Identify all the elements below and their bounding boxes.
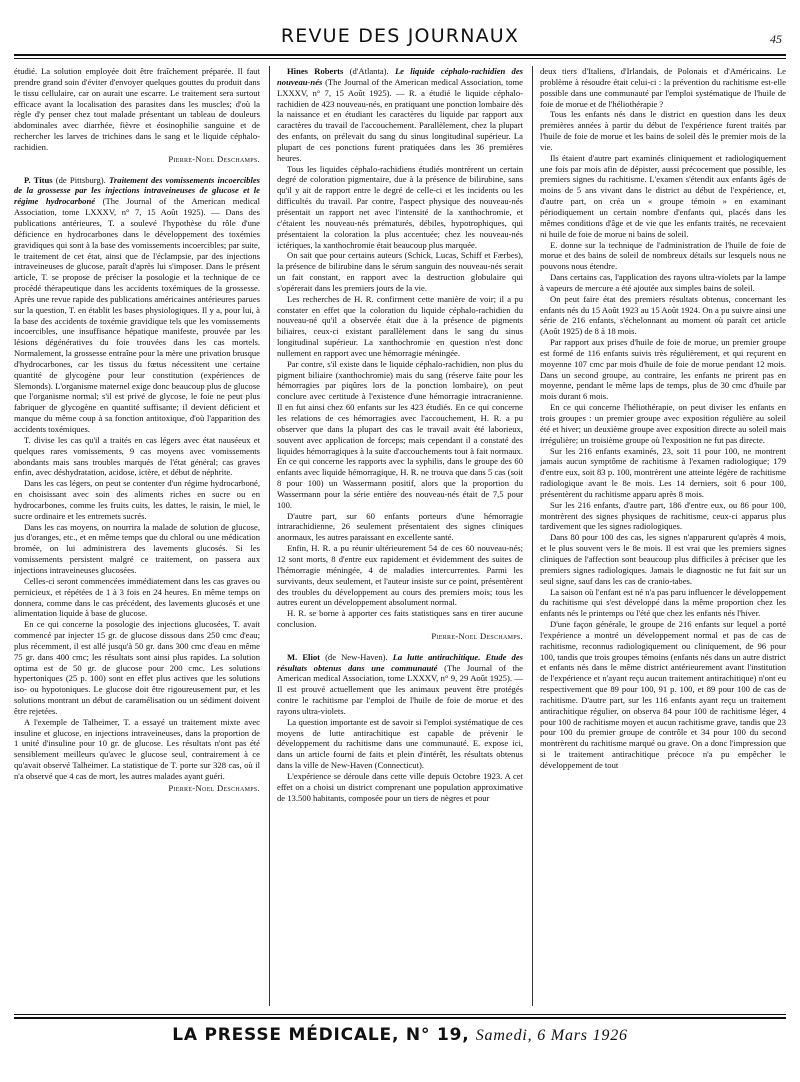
paragraph: Sur les 216 enfants examinés, 23, soit 11 pour 100, ne montrent jamais aucun symptôme de rachitisme à l'examen radiologique; 179 d'entre eux, soit 83 p. 100, montrèrent une atteinte légère de rachitisme radiologique avant le 8e mois. Les 14 derniers, soit 6 pour 100, présentèrent du rachitisme apparu après 8 mois. — [540, 445, 786, 499]
paragraph: Les recherches de H. R. confirment cette manière de voir; il a pu constater en effet que la coloration du liquide céphalo-rachidien du nouveau-né qu'il a observée était due à la présence de pigments biliaires, ceux-ci existant parallèlement dans le sang du sinus longitudinal supérieur. La xanthochromie en question n'est donc nullement en rapport avec une hémorragie méningée. — [277, 293, 523, 358]
paragraph: En ce qui concerne la posologie des injections glucosées, T. avait commencé par injecter 15 gr. de glucose dissous dans 250 cmc d'eau; plus récemment, il est allé jusqu'à 50 gr. dans 300 cmc d'eau en même 75 gr. dans 400 cmc; les résultats sont ainsi plus rapides. La solution optima est de 50 gr. de glucose pour 200 cmc. Les solutions hypertoniques (25 p. 100) sont en effet plus actives que les solutions iso- ou hypotoniques. Le glucose doit être rigoureusement pur, et les solutions montrant un début de caramélisation ou un sédiment doivent être rejetées. — [14, 619, 260, 716]
article-roberts — [277, 66, 523, 642]
article-heading — [14, 175, 260, 435]
paragraph: A l'exemple de Talheimer, T. a essayé un traitement mixte avec insuline et glucose, en injections intraveineuses, dans la proportion de 1 unité d'insuline pour 10 gr. de glucose. Les résultats n'ont pas été sensiblement meilleurs qu'avec le glucose seul, contrairement à ce qu'avait observé Talheimer. La statistique de T. porte sur 328 cas, où il n'a observé que 4 cas de mort, les autres malades ayant guéri. — [14, 716, 260, 781]
article-author: Hines Roberts — [287, 66, 344, 76]
paragraph: On peut faire état des premiers résultats obtenus, concernant les enfants nés du 15 Août 1923 au 15 Août 1924. On a pu suivre ainsi une série de 216 enfants, s'échelonnant au moment où paraît cet article (Août 1925) de 8 à 18 mois. — [540, 293, 786, 337]
article-eliot — [277, 652, 523, 804]
issue-date: Samedi, 6 Mars 1926 — [475, 1027, 628, 1044]
paragraph: E. donne sur la technique de l'administration de l'huile de foie de morue et des bains de soleil de nombreux détails sur lesquels nous ne pouvons nous étendre. — [540, 239, 786, 272]
paragraph: Par contre, s'il existe dans le liquide céphalo-rachidien, non plus du pigment biliaire (xanthochromie) mais du sang (réserve faite pour les hémorragies par piqûres lors de la ponction lombaire), on peut conclure avec certitude à l'existence d'une hémorragie intracranienne. Il en fut ainsi chez 60 enfants sur les 423 étudiés. En ce qui concerne les relations de ces hémorragies avec l'accouchement, H. R. a pu observer que dans la plupart des cas le travail avait été laborieux, souvent avec application de forceps; mais cependant il a constaté des liquides hémorragiques à la suite d'accouchements tout à fait normaux. En ce qui concerne les rapports avec la syphilis, dans le groupe des 60 enfants avec liquide hémorragique, H. R. ne trouva que dans 5 cas (soit 8 pour 100) un Wassermann positif, alors que la proportion du Wassermann pour la série entière des nouveau-nés était de 7,5 pour 100. — [277, 358, 523, 510]
signature: Pierre-Noel Deschamps. — [168, 782, 260, 793]
paragraph: Par rapport aux prises d'huile de foie de morue, un premier groupe est formé de 116 enfants suivis très régulièrement, et qui reçurent en moyenne 107 cmc par mois d'huile de foie de morue pendant 12 mois. Dans un second groupe, au contraire, les enfants ne prirent pas en moyenne, pendant le même laps de temps, plus de 30 cmc d'huile par mois durant 6 mois. — [540, 337, 786, 402]
article-title: Le liquide céphalo-rachidien des nouveau-nés — [277, 66, 523, 87]
paragraph: Tous les enfants nés dans le district en question dans les deux premières années à partir du début de l'expérience furent traités par l'huile de foie de morue et les bains de soleil dès le premier mois de la vie. — [540, 109, 786, 152]
continued-article — [14, 66, 260, 165]
paragraph: Ils étaient d'autre part examinés cliniquement et radiologiquement une fois par mois afin de dépister, aussi précocement que possible, les premiers signes du rachitisme. L'examen s'étendit aux enfants âgés de moins de 5 ans vivant dans le district au début de l'expérience, et, d'autre part, on créa un « groupe témoin » en examinant périodiquement un certain nombre d'enfants qui, placés dans les mêmes conditions d'âge et de vie que les enfants traités, ne recevaient ni huile de foie de morue ni bains de soleil. — [540, 152, 786, 239]
article-author-place: (de Pittsburg). — [55, 174, 106, 185]
paragraph: deux tiers d'Italiens, d'Irlandais, de Polonais et d'Américains. Le problème à résoudre était celui-ci : la prévention du rachitisme est-elle possible dans une communauté par l'emploi systématique de l'huile de foie de morue et de l'héliothérapie ? — [540, 66, 786, 109]
column-3 — [540, 66, 786, 1006]
article-author: P. Titus — [24, 174, 53, 185]
paragraph: L'expérience se déroule dans cette ville depuis Octobre 1923. A cet effet on a choisi un district comprenant une population approximative de 13.500 habitants, composée pour un tiers de nègres et pour — [277, 771, 523, 803]
journal-page — [14, 22, 786, 1062]
article-author: M. Eliot — [287, 651, 320, 662]
signature: Pierre-Noel Deschamps. — [168, 153, 260, 164]
paragraph: La saison où l'enfant est né n'a pas paru influencer le développement du rachitisme qui s'est développé dans la même proportion chez les enfants nés le printemps ou l'été que chez les enfants nés l'hiver. — [540, 586, 786, 619]
article-reference: (The Journal of the American medical Association, tome LXXXV, n° 7, 15 Août 1925). — [14, 196, 260, 218]
article-title: Traitement des vomissements incoercibles de la grossesse par les injections intraveineuses de glucose et le régime hydrocarboné — [14, 174, 260, 207]
page-number: 45 — [770, 32, 782, 46]
paragraph: La question importante est de savoir si l'emploi systématique de ces moyens de lutte antirachitique est capable de prévenir le développement du rachitisme dans une communauté. E. expose ici, dans un article fourni de faits et plein d'intérêt, les résultats obtenus dans la ville de New-Haven (Connecticut). — [277, 716, 523, 771]
paragraph: Enfin, H. R. a pu réunir ultérieurement 54 de ces 60 nouveau-nés; 12 sont morts, 8 d'entre eux rapidement et évidemment des suites de l'hémorragie méningée, 4 de maladies intercurrentes. Parmi les survivants, deux seulement, et l'auteur insiste sur ce point, présentèrent des troubles du développement au cours des premiers mois; tous les autres eurent un développement absolument normal. — [277, 543, 523, 608]
journal-section-title: REVUE DES JOURNAUX — [280, 25, 520, 47]
paragraph: Dans les cas légers, on peut se contenter d'un régime hydrocarboné, en choisissant avec soin des aliments riches en sucre ou en hydrocarbones, comme les fruits cuits, les dattes, le raisin, le miel, le sucre ordinaire et les entremets sucrés. — [14, 478, 260, 521]
article-heading — [277, 66, 523, 164]
page-header — [14, 22, 786, 56]
column-2 — [277, 66, 523, 1006]
paragraph: Sur les 216 enfants, d'autre part, 186 d'entre eux, ou 86 pour 100, montrèrent des signes physiques de rachitisme, ceux-ci apparus plus tardivement que les signes radiologiques. — [540, 499, 786, 532]
paragraph: D'autre part, sur 60 enfants porteurs d'une hémorragie intrarachidienne, 26 seulement présentaient des signes cliniques anormaux, les autres paraissant en excellente santé. — [277, 510, 523, 543]
paragraph: Celles-ci seront commencées immédiatement dans les cas graves ou pernicieux, et répétées de 1 à 3 fois en 24 heures. En même temps on donnera, comme dans le cas précédent, des lavements glucosés et une alimentation liquide à base de glucose. — [14, 575, 260, 619]
columns — [14, 66, 786, 1006]
paragraph: D'une façon générale, le groupe de 216 enfants sur lequel a porté l'expérience a montré un développement normal et pas de cas de rachitisme, reconnus radiologiquement ou cliniquement, de 96 pour 100, tandis que trois groupes témoins (enfants nés dans un autre district et enfants nés dans le même district antérieurement avant l'institution de l'expérience et n'ayant reçu aucun traitement antirachitique) n'ont eu respectivement que 89 pour 100, 91 p. 100, et 89 pour 100 de cas de rachitisme. D'autre part, sur les 116 enfants ayant reçu un traitement antirachitique régulier, on observa 84 pour 100 de rachitisme léger, 4 pour 100 de rachitisme moyen et aucun rachitisme grave, tandis que 23 pour 100 du premier groupe de contrôle et 34 pour 100 du second montrèrent du rachitisme marqué ou grave. On a donc l'impression que si le traitement antirachitique précoce n'a pu empêcher le développement de tout — [540, 619, 786, 770]
paragraph: T. divise les cas qu'il a traités en cas légers avec état nauséeux et quelques rares vomissements, 9 cas moyens avec vomissements abondants mais sans troubles marqués de l'état général; cas graves enfin, avec déshydratation, acidose, ictère, et début de néphrite. — [14, 434, 260, 478]
header-rule-thin — [14, 58, 786, 59]
article-heading — [277, 652, 523, 717]
footer-rule-thick — [14, 1017, 786, 1019]
paragraph: Dans les cas moyens, on nourrira la malade de solution de glucose, jus d'oranges, etc., et en même temps que du chloral ou une médication bromée, on lui administrera des lavements glucosés. Si les vomissements persistent malgré ce traitement, on passera aux injections intraveineuses glucosées. — [14, 521, 260, 575]
paragraph: Dans 80 pour 100 des cas, les signes n'apparurent qu'après 4 mois, et le plus souvent vers le 8e mois. Il est vrai que les premiers signes cliniques de l'affection sont beaucoup plus difficiles à préciser que les premiers signes radiologiques. Jamais le diagnostic ne fut fait sur un seul signe, sauf dans les cas de craniо-tabes. — [540, 532, 786, 586]
paragraph: Tous les liquides céphalo-rachidiens étudiés montrèrent un certain degré de coloration pigmentaire, due à la présence de bilirubine, sans qu'il y ait de rapport entre le degré de celle-ci et les incidents ou les difficultés du travail. Par contre, l'aspect physique des nouveau-nés présentait un rapport net avec l'intensité de la xanthochromie, et c'étaient les nouveau-nés prématurés, débiles, hypotrophiques, qui présentaient la coloration la plus accentuée; chez les nouveau-nés ictériques, la xanthochromie était beaucoup plus marquée. — [277, 163, 523, 250]
footer-rule — [14, 1014, 786, 1015]
signature: Pierre-Noel Deschamps. — [431, 630, 523, 641]
paragraph: En ce qui concerne l'héliothérapie, on peut diviser les enfants en trois groupes : un premier groupe avec exposition régulière au soleil été et hiver; un deuxième groupe avec exposition directe au soleil mais irrégulière; un troisième groupe où l'exposition ne fut pas directe. — [540, 402, 786, 445]
article-reference: (The Journal of the American medical Association, tome LXXXV, n° 9, 29 Août 1925). — [277, 662, 523, 684]
paragraph: On sait que pour certains auteurs (Schick, Lucas, Schiff et Færbes), la présence de bilirubine dans le sérum sanguin des nouveau-nés serait un fait constant, en rapport avec la destruction globulaire qui s'opérerait dans les premiers jours de la vie. — [277, 250, 523, 293]
article-reference: (The Journal of the American medical Association, tome LXXXV, n° 7, 15 Août 1925). — [277, 76, 523, 98]
page-footer — [14, 1025, 786, 1045]
article-title: La lutte antirachitique. Etude des résultats obtenus dans une communauté — [277, 651, 523, 673]
column-1 — [14, 66, 260, 1006]
paragraph: H. R. se borne à apporter ces faits statistiques sans en tirer aucune conclusion. — [277, 608, 523, 630]
article-author-place: (d'Atlanta). — [349, 66, 389, 76]
header-rule — [14, 54, 786, 56]
paragraph: — R. a étudié le liquide céphalo-rachidien de 423 nouveau-nés, en pratiquant une ponction lombaire dès la naissance et en étudiant les caractères du liquide par rapport aux caractères du travail de l'accouchement. Parallèlement, chez la plupart des enfants, on prélevait du sang du sinus longitudinal supérieur. La plupart de ces ponctions furent pratiquées dans les 36 premières heures. — [277, 87, 523, 163]
paragraph: Dans certains cas, l'application des rayons ultra-violets par la lampe à vapeurs de mercure a été ajoutée aux simples bains de soleil. — [540, 272, 786, 293]
article-author-place: (de New-Haven). — [325, 651, 388, 662]
paragraph: étudié. La solution employée doit être fraîchement préparée. Il faut prendre grand soin d'éviter d'envoyer quelques gouttes du produit dans le tissu cellulaire, car on aurait une escarre. Le traitement sera surtout efficace avant la localisation des parasites dans les muscles; d'où la règle d'y penser chez tout malade présentant un tableau de douleurs abdominales avec diarrhée, fièvre et éosinophilie sanguine et de rechercher les larves de trichines dans le sang et le liquide céphalo-rachidien. — [14, 66, 260, 152]
journal-issue: LA PRESSE MÉDICALE, N° 19, — [172, 1025, 470, 1045]
article-titus — [14, 175, 260, 794]
paragraph: — Dans des publications antérieures, T. a soulevé l'hypothèse du rôle d'une déficience en hydrocarbones dans le développement des toxémies gravidiques qui sont à la base des vomissements incoercibles; par suite, le traitement de cet état, ainsi que de l'éclampsie, par des injections intraveineuses de glucose, paraît d'après lui s'imposer. Dans le présent article, T. se propose de préciser la posologie et la technique de ce procédé thérapeutique dans les accidents toxémiques de la grossesse. Après une revue rapide des publications américaines antérieures parues sur la question, T. en établit les bases physiologiques. Il y a, pour lui, à la base des accidents de toxémie gravidique tels que les vomissements incoercibles, une insuffisance hépatique manifeste, prouvée par les lésions dégénératives du foie trouvées dans les cas mortels. Normalement, la grossesse entraîne pour la mère une privation brusque d'hydrocarbones, car les tissus du fœtus nécessitent une certaine quantité de glycogène pour leur constitution (expériences de Slemonds). L'organisme maternel exige donc beaucoup plus de glucose que l'organisme normal; s'il est privé de glycose, le foie ne peut plus fabriquer de glycogène en quantité suffisante; il devient déficient et manque du même coup à sa fonction antitoxique, d'où l'apparition des accidents toxémiques. — [14, 207, 260, 434]
paragraph: — Il est prouvé actuellement que les animaux peuvent être protégés contre le rachitisme par l'emploi de l'huile de foie de morue et des rayons ultra-violets. — [277, 673, 523, 716]
